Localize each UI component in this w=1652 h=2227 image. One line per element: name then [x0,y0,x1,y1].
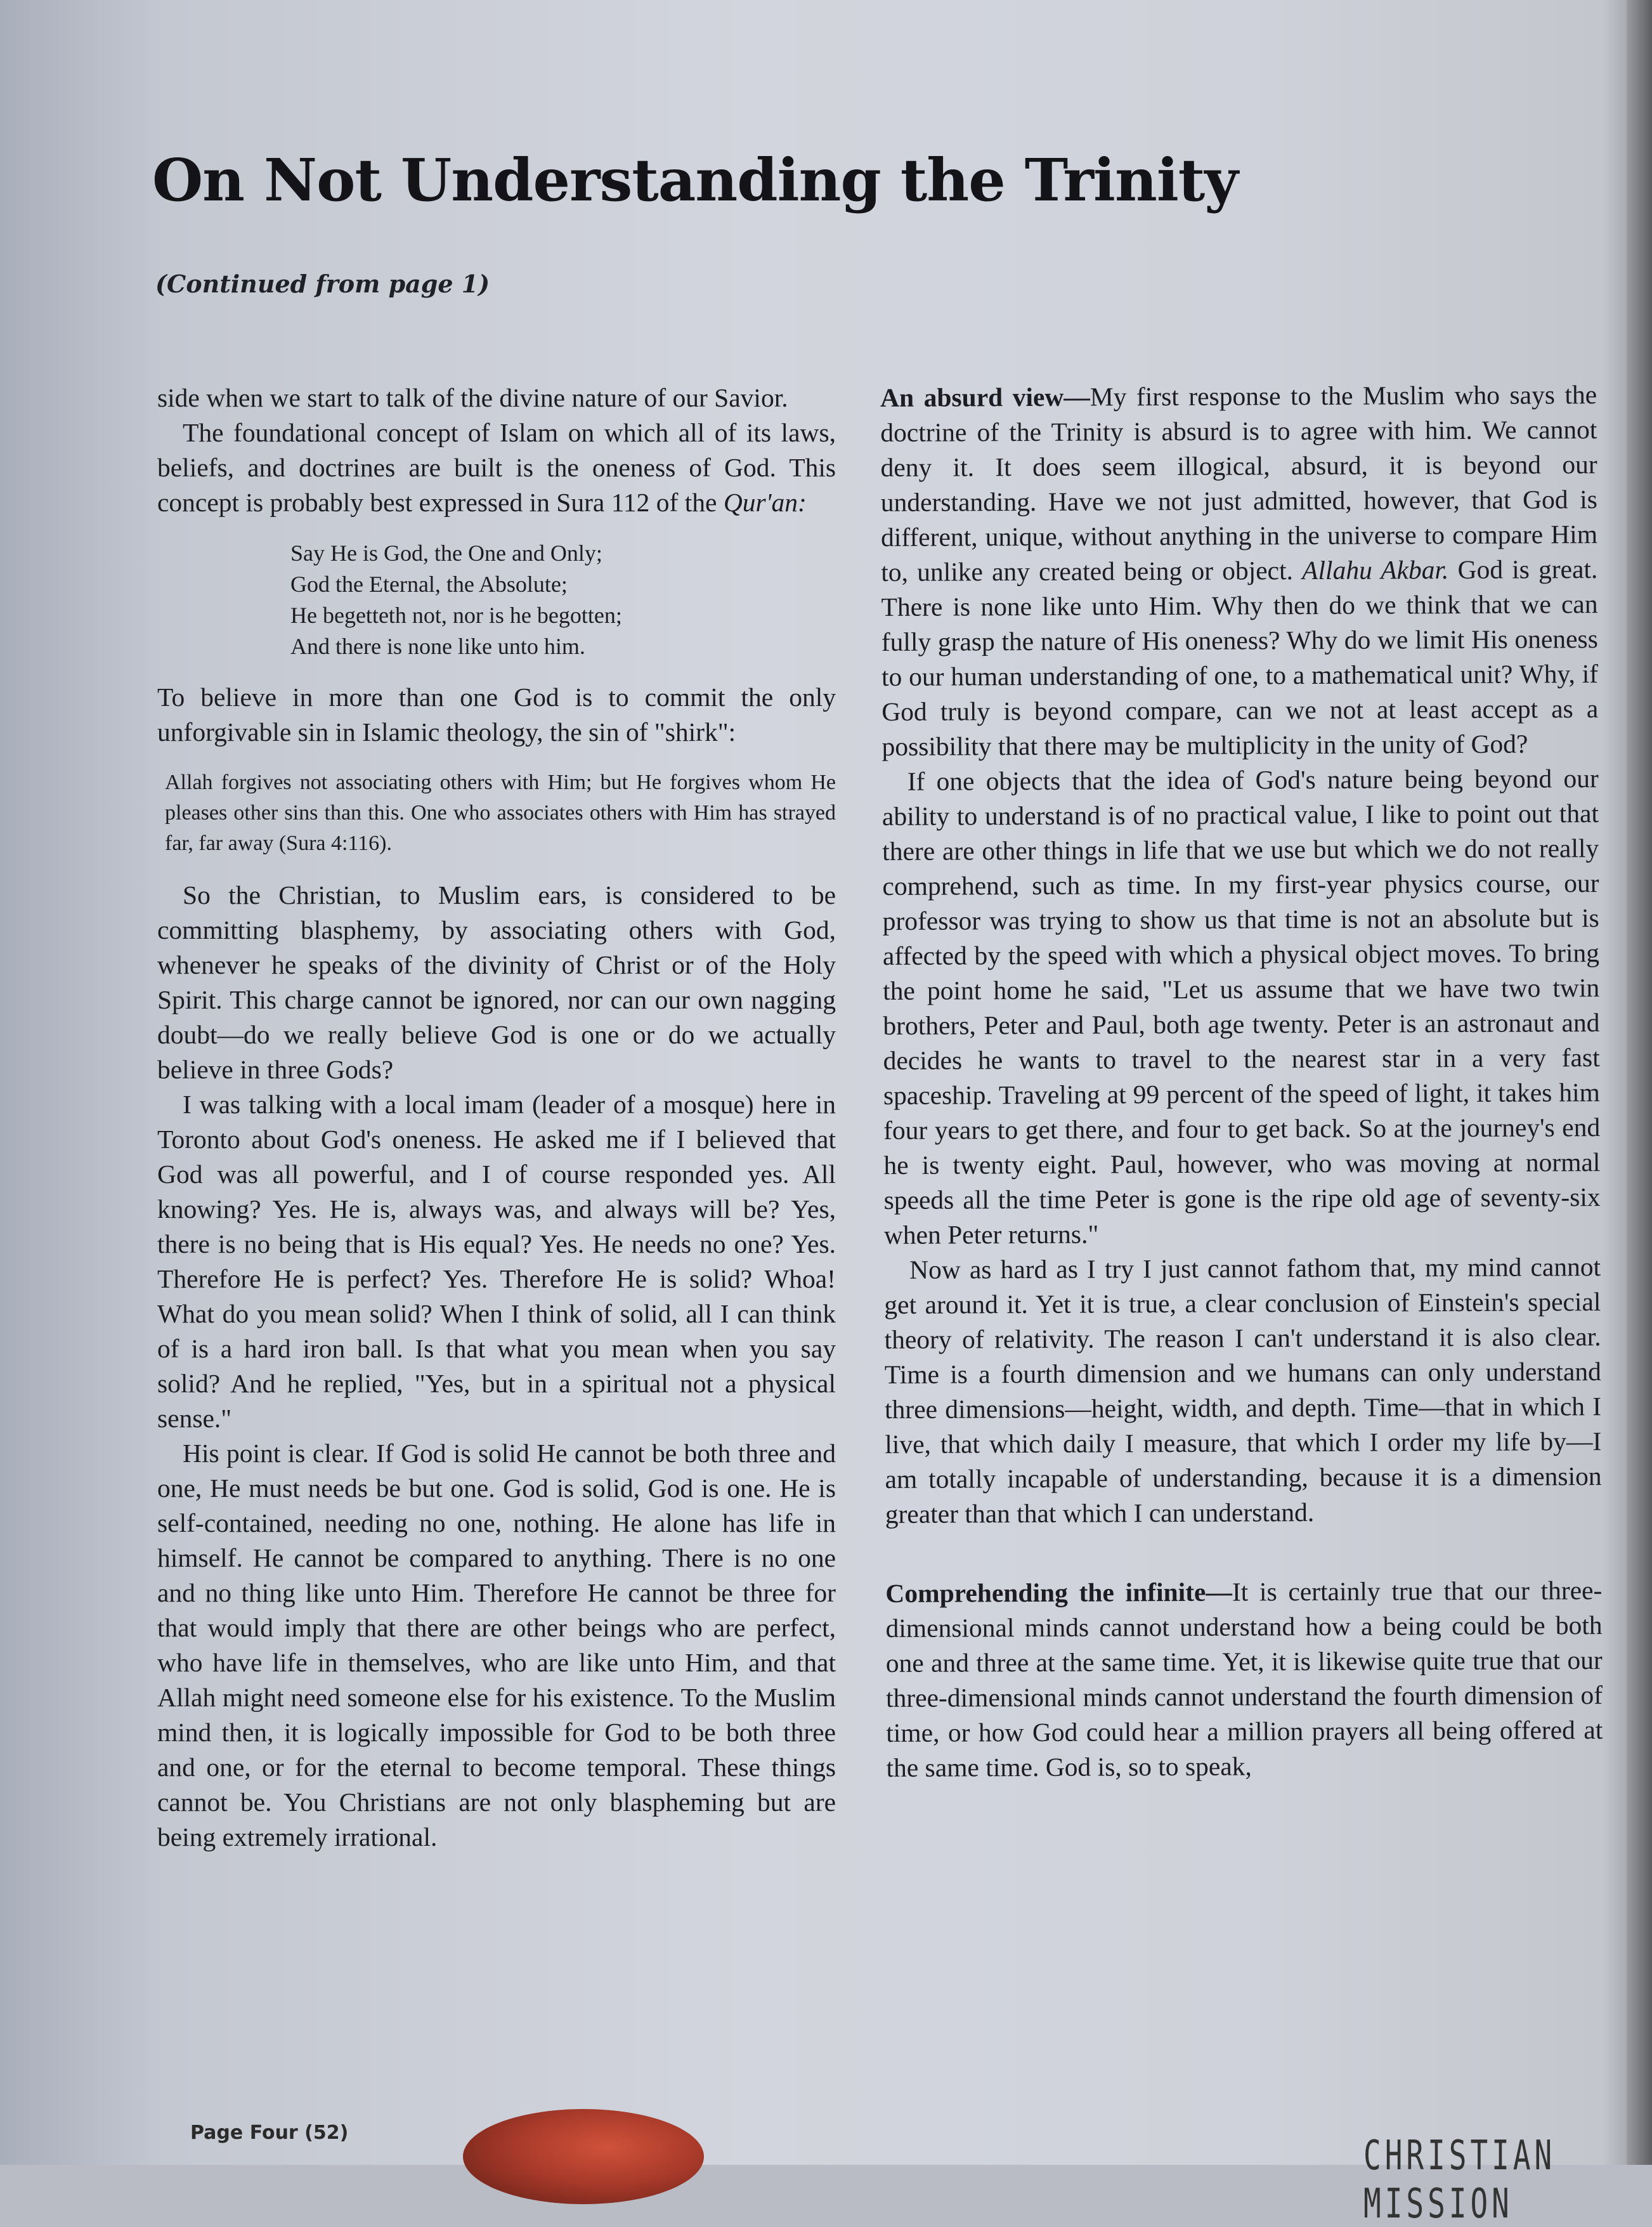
sura-citation: Allah forgives not associating others with Him; but He forgives whom He pleases other sins than this. One who associates others with Him has strayed far, far away (Sura 4:116). [165,771,836,855]
paragraph: To believe in more than one God is to commit the only unforgivable sin in Islamic theology, the sin of "shirk": [157,682,836,747]
binding-edge [1627,0,1652,2165]
article-title: On Not Understanding the Trinity [152,146,1238,214]
quote-line: God the Eternal, the Absolute; [290,571,568,597]
paragraph: I was talking with a local imam (leader of a mosque) here in Toronto about God's oneness. He asked me if I believed that God was all powerful, and I of course responded yes. All knowing? Yes. He is, always was, and always will be? Yes, there is no being that is His equal? Yes. He needs no one? Yes. Therefore He is perfect? Yes. Therefore He is solid? Whoa! What do you mean solid? When I think of solid, all I can think of is a hard iron ball. Is that what you mean when you say solid? And he replied, "Yes, but in a spiritual not a physical sense." [157,1090,836,1433]
paragraph: An absurd view—My first response to the Muslim who says the doctrine of the Trinity is absurd is to agree with him. We cannot deny it. It does seem illogical, absurd, it is beyond our understanding. Have we not just admitted, however, that God is different, unique, without anything in the universe to compare Him to, unlike any created being or object. Allahu Akbar. God is great. There is none like unto Him. Why then do we think that we can fully grasp the nature of His oneness? Why do we limit His oneness to our human understanding of one, to a mathematical unit? Why, if God truly is beyond compare, can we not at least accept as a possibility that there may be multiplicity in the unity of God? [880,380,1599,761]
paragraph: So the Christian, to Muslim ears, is considered to be committing blasphemy, by associating others with God, whenever he speaks of the divinity of Christ or of the Holy Spirit. This charge cannot be ignored, nor can our own nagging doubt—do we really believe God is one or do we actually believe in three Gods? [157,880,836,1084]
section-heading: Comprehending the infinite— [885,1577,1233,1608]
page-number: Page Four (52) [190,2122,349,2144]
quote-line: He begetteth not, nor is he begotten; [290,603,622,628]
paragraph: If one objects that the idea of God's nature being beyond our ability to understand is of no practical value, I like to point out that there are other things in life that we use but which we do not really comprehend, such as time. In my first-year physics course, our professor was trying to show us that time is not an absolute but is affected by the speed with which a physical object moves. To bring the point home he said, "Let us assume that we have two twin brothers, Peter and Paul, both age twenty. Peter is an astronaut and decides he wants to travel to the nearest star in a very fast spaceship. Traveling at 99 percent of the speed of light, it takes him four years to get there, and four to get back. So at the journey's end he is twenty eight. Paul, however, who was moving at normal speeds all the time Peter is gone is the ripe old age of seventy-six when Peter returns." [881,764,1601,1250]
allahu-akbar-italic: Allahu Akbar. [1301,555,1449,585]
paragraph: Comprehending the infinite—It is certainly true that our three-dimensional minds cannot understand how a being could be both one and three at the same time. Yet, it is likewise quite true that our three-dimensional minds cannot understand the fourth dimension of time, or how God could hear a million prayers all being offered at the same time. God is, so to speak, [885,1576,1603,1782]
paragraph: The foundational concept of Islam on which all of its laws, beliefs, and doctrines are built is the oneness of God. This concept is probably best expressed in Sura 112 of the Qur'an: [157,418,836,517]
sura-quote [290,538,836,662]
quote-line: And there is none like unto him. [290,634,585,659]
paragraph: His point is clear. If God is solid He cannot be both three and one, He must needs be but one. God is solid, God is one. He is self-contained, needing no one, nothing. He alone has life in himself. He cannot be compared to anything. There is no one and no thing like unto Him. Therefore He cannot be three for that would imply that there are other beings who are perfect, who have life in themselves, who are like unto Him, and that Allah might need someone else for his existence. To the Muslim mind then, it is logically impossible for God to be both three and one, or for the eternal to become temporal. These things cannot be. You Christians are not only blaspheming but are being extremely irrational. [157,1439,836,1851]
masthead-fragment: CHRISTIAN MISSION [1363,2131,1556,2227]
paragraph: Now as hard as I try I just cannot fathom that, my mind cannot get around it. Yet it is true, a clear conclusion of Einstein's special theory of relativity. The reason I can't understand it is also clear. Time is a fourth dimension and we humans can only understand three dimensions—height, width, and depth. Time—that in which I live, that which daily I measure, that which I order my life by—I am totally incapable of understanding, because it is a dimension greater than that which I can understand. [884,1252,1602,1529]
right-column [880,377,1603,1786]
left-column [157,381,836,1855]
thumb-photo [463,2109,704,2204]
section-heading: An absurd view— [880,382,1090,412]
quran-italic: Qur'an: [723,488,807,517]
paragraph: side when we start to talk of the divine nature of our Savior. [157,383,788,412]
continued-note: (Continued from page 1) [155,270,490,298]
quote-line: Say He is God, the One and Only; [290,540,602,566]
